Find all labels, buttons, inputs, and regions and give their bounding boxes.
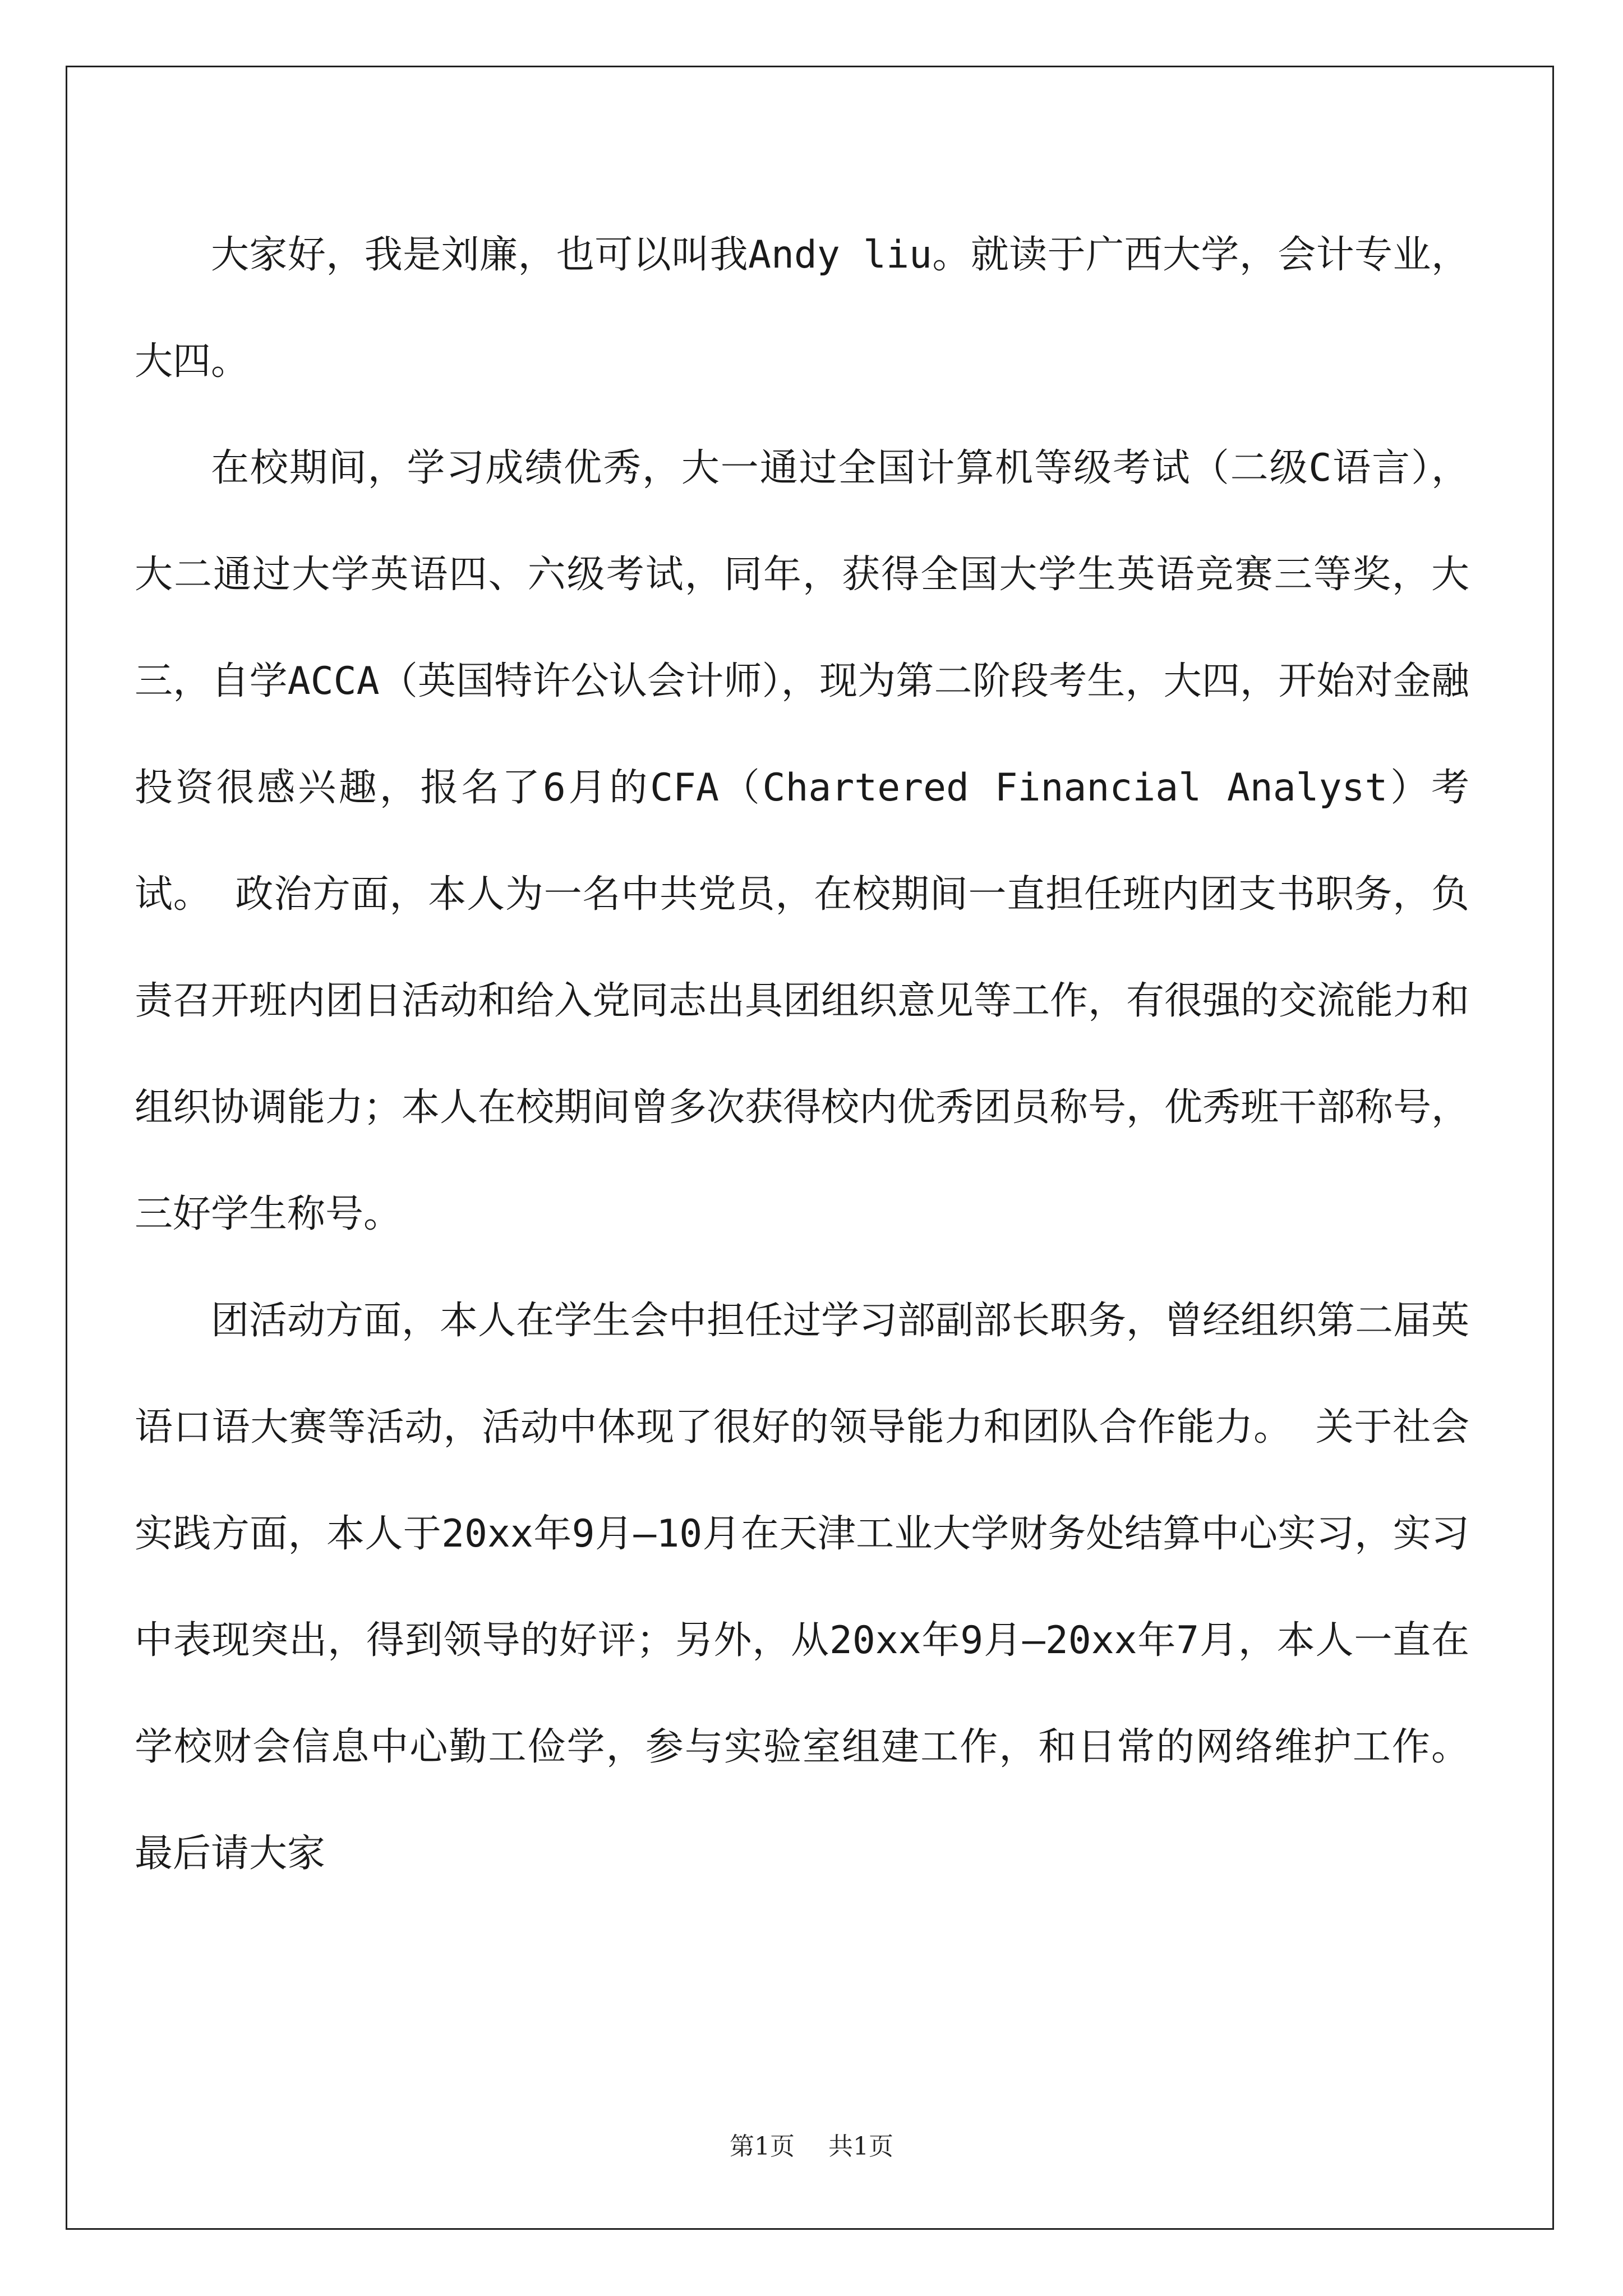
- paragraph-activities: 团活动方面，本人在学生会中担任过学习部副部长职务，曾经组织第二届英语口语大赛等活动，活动中体现了很好的领导能力和团队合作能力。 关于社会实践方面，本人于20xx年9月—10月在天津工业大学财务处结算中心实习，实习中表现突出，得到领导的好评；另外，从20xx年9月—20xx年7月，本人一直在学校财会信息中心勤工俭学，参与实验室组建工作，和日常的网络维护工作。 最后请大家: [135, 1299, 1492, 1876]
- page-footer: [0, 2126, 1623, 2162]
- paragraph-intro: 大家好，我是刘廉，也可以叫我Andy liu。就读于广西大学，会计专业，大四。: [135, 233, 1469, 384]
- page-total: 共1页: [828, 2132, 893, 2161]
- paragraph-school-period: 在校期间，学习成绩优秀，大一通过全国计算机等级考试（二级C语言），大二通过大学英语四、六级考试，同年，获得全国大学生英语竞赛三等奖，大三，自学ACCA（英国特许公认会计师），现为第二阶段考生，大四，开始对金融投资很感兴趣，报名了6月的CFA（Chartered Financial Analyst）考试。 政治方面，本人为一名中共党员，在校期间一直担任班内团支书职务，负责召开班内团日活动和给入党同志出具团组织意见等工作，有很强的交流能力和组织协调能力；本人在校期间曾多次获得校内优秀团员称号，优秀班干部称号，三好学生称号。: [135, 446, 1470, 1236]
- page-number: 第1页: [730, 2132, 795, 2161]
- document-body: [135, 202, 1492, 1907]
